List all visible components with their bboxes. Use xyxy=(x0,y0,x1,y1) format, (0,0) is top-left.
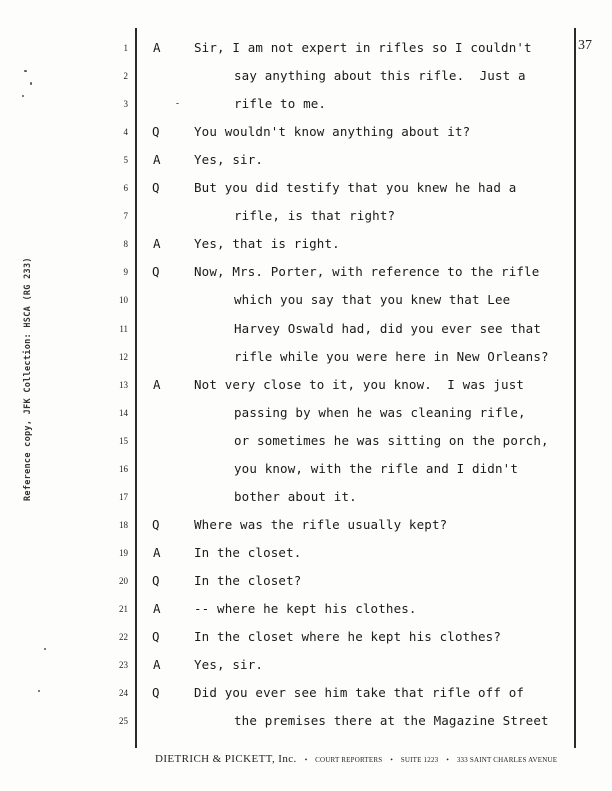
testimony-text: which you say that you knew that Lee xyxy=(234,292,511,308)
scan-speck xyxy=(22,95,24,97)
line-number: 7 xyxy=(123,211,128,222)
speaker-marker: A xyxy=(153,236,161,252)
scan-speck xyxy=(176,103,179,104)
court-reporter-footer xyxy=(155,749,575,767)
testimony-text: you know, with the rifle and I didn't xyxy=(234,460,518,476)
line-number: 22 xyxy=(119,632,128,643)
line-number: 24 xyxy=(119,688,128,699)
line-number: 8 xyxy=(123,239,128,250)
line-number: 2 xyxy=(123,71,128,82)
speaker-marker: A xyxy=(153,657,161,673)
line-number: 6 xyxy=(123,183,128,194)
testimony-text: or sometimes he was sitting on the porch, xyxy=(234,432,549,448)
testimony-text: Yes, sir. xyxy=(194,152,264,168)
line-number: 4 xyxy=(123,127,128,138)
testimony-text: bother about it. xyxy=(234,488,357,504)
testimony-text: the premises there at the Magazine Street xyxy=(234,713,549,729)
line-number: 1 xyxy=(123,43,128,53)
line-number: 9 xyxy=(123,267,128,278)
separator-dot: • xyxy=(304,756,308,764)
testimony-text: say anything about this rifle. Just a xyxy=(234,68,526,84)
line-number: 13 xyxy=(119,379,128,390)
line-number: 18 xyxy=(119,519,128,530)
scan-speck xyxy=(38,690,40,692)
testimony-text: In the closet where he kept his clothes? xyxy=(194,629,502,645)
line-number: 20 xyxy=(119,575,128,586)
collection-reference-note: Reference copy, JFK Collection: HSCA (RG 233) xyxy=(23,257,33,501)
speaker-marker: A xyxy=(153,376,161,392)
line-number: 17 xyxy=(119,491,128,502)
testimony-text: But you did testify that you knew he had a xyxy=(194,180,517,196)
address-label: 333 SAINT CHARLES AVENUE xyxy=(456,756,558,764)
testimony-text: Yes, sir. xyxy=(194,657,264,673)
testimony-text: Sir, I am not expert in rifles so I couldn't xyxy=(194,40,532,55)
line-number: 10 xyxy=(119,295,128,306)
testimony-text: -- where he kept his clothes. xyxy=(194,601,417,616)
line-number: 14 xyxy=(119,407,128,418)
testimony-text: In the closet? xyxy=(194,572,302,588)
left-margin-rule xyxy=(135,28,137,748)
speaker-marker: Q xyxy=(152,516,160,532)
speaker-marker: A xyxy=(153,544,161,560)
line-number: 21 xyxy=(119,604,128,614)
speaker-marker: Q xyxy=(152,629,160,645)
speaker-marker: A xyxy=(153,152,161,168)
testimony-text: passing by when he was cleaning rifle, xyxy=(234,404,526,420)
testimony-text: In the closet. xyxy=(194,544,302,560)
line-number: 16 xyxy=(119,463,128,474)
line-number: 12 xyxy=(119,351,128,362)
separator-dot: • xyxy=(446,756,449,764)
testimony-text: Harvey Oswald had, did you ever see that xyxy=(234,320,542,336)
speaker-marker: Q xyxy=(152,685,160,701)
line-number: 15 xyxy=(119,435,128,446)
right-margin-rule xyxy=(574,28,576,748)
line-number: 5 xyxy=(123,155,128,166)
line-number: 19 xyxy=(119,547,128,558)
testimony-text: Where was the rifle usually kept? xyxy=(194,516,448,532)
suite-label: SUITE 1223 xyxy=(400,756,439,764)
firm-name: DIETRICH & PICKETT, Inc. xyxy=(155,753,297,765)
separator-dot: • xyxy=(390,756,393,764)
line-number: 25 xyxy=(119,716,128,727)
page-number: 37 xyxy=(578,38,592,53)
scan-speck xyxy=(30,82,32,85)
speaker-marker: Q xyxy=(152,264,160,280)
speaker-marker: A xyxy=(153,40,161,55)
testimony-text: Did you ever see him take that rifle off of xyxy=(194,685,525,701)
testimony-text: rifle while you were here in New Orleans? xyxy=(234,348,549,364)
line-number: 23 xyxy=(119,660,128,671)
scan-speck xyxy=(24,70,27,72)
testimony-text: Now, Mrs. Porter, with reference to the rifle xyxy=(194,264,540,280)
speaker-marker: Q xyxy=(152,180,160,196)
reporters-label: COURT REPORTERS xyxy=(315,756,383,764)
testimony-text: rifle, is that right? xyxy=(234,208,396,224)
testimony-text: You wouldn't know anything about it? xyxy=(194,124,471,140)
line-number: 3 xyxy=(123,99,128,110)
testimony-text: Not very close to it, you know. I was just xyxy=(194,376,525,392)
scan-speck xyxy=(44,648,46,650)
speaker-marker: A xyxy=(153,601,161,616)
testimony-text: rifle to me. xyxy=(234,96,327,112)
testimony-text: Yes, that is right. xyxy=(194,236,340,252)
speaker-marker: Q xyxy=(152,124,160,140)
speaker-marker: Q xyxy=(152,572,160,588)
line-number: 11 xyxy=(119,323,128,334)
